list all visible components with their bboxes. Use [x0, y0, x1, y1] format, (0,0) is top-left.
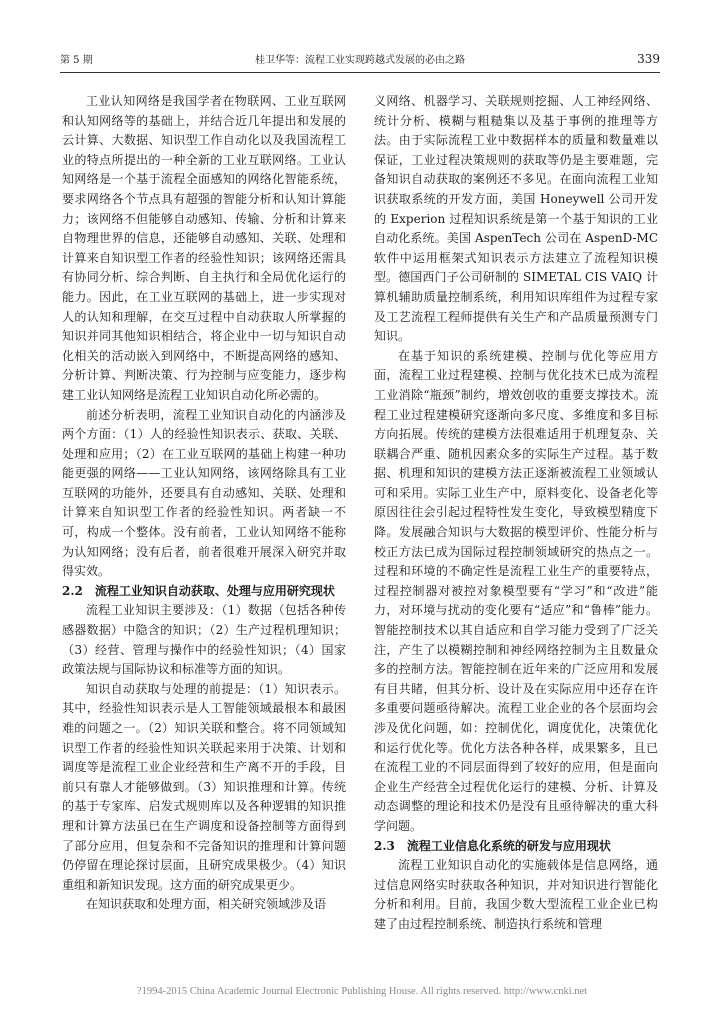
paragraph-acquisition-continued: 义网络、机器学习、关联规则挖掘、人工神经网络、统计分析、模糊与粗糙集以及基于事例的推理等方法。由于实际流程工业中数据样本的质量和数量难以保证，工业过程决策规则的获取等仍是主要难题，完备知识自动获取的案例还不多见。在面向流程工业知识获取系统的开发方面，美国 Honeywell 公司开发的 Experion 过程知识系统是第一个基于知识的工业自动化系统。美国 AspenTech 公司在 AspenD-MC 软件中运用框架式知识表示方法建立了流程知识模型。德国西门子公司研制的 SIMETAL CIS VAIQ 计算机辅助质量控制系统，利用知识库组件为过程专家及工艺流程工程师提供有关生产和产品质量预测专门知识。 [374, 94, 658, 344]
paragraph-knowledge-types: 流程工业知识主要涉及：（1）数据（包括各种传感器数据）中隐含的知识；（2）生产过程机理知识；（3）经营、管理与操作中的经验性知识；（4）国家政策法规与国际协议和标准等方面的知识。 [62, 603, 346, 677]
running-title: 桂卫华等：流程工业实现跨越式发展的必由之路 [255, 55, 465, 66]
copyright-footer: ?1994-2015 China Academic Journal Electronic Publishing House. All rights reserved. http://www.cnki.net [136, 986, 588, 997]
section-heading-2-2: 2.2 流程工业知识自动获取、处理与应用研究现状 [62, 583, 335, 598]
section-heading-2-3: 2.3 流程工业信息化系统的研发与应用现状 [374, 838, 611, 853]
paragraph-modeling-control: 在基于知识的系统建模、控制与优化等应用方面，流程工业过程建模、控制与优化技术已成为流程工业消除“瓶颈”制约，增效创收的重要支撑技术。流程工业过程建模研究逐渐向多尺度、多维度和多目标方向拓展。传统的建模方法很难适用于机理复杂、关联耦合严重、随机因素众多的实际生产过程。基于数据、机理和知识的建模方法正逐渐被流程工业领域认可和采用。实际工业生产中，原料变化、设备老化等原因往往会引起过程特性发生变化，导致模型精度下降。发展融合知识与大数据的模型评价、性能分析与校正方法已成为国际过程控制领域研究的热点之一。过程和环境的不确定性是流程工业生产的重要特点，过程控制器对被控对象模型要有“学习”和“改进”能力，对环境与扰动的变化要有“适应”和“鲁棒”能力。智能控制技术以其自适应和自学习能力受到了广泛关注，产生了以模糊控制和神经网络控制为主且数量众多的控制方法。智能控制在近年来的广泛应用和发展有目共睹，但其分析、设计及在实际应用中还存在许多重要问题亟待解决。流程工业企业的各个层面均会涉及优化问题，如：控制优化，调度优化，决策优化和运行优化等。优化方法各种各样，成果繁多，且已在流程工业的不同层面得到了较好的应用，但是面向企业生产经营全过程优化运行的建模、分析、计算及动态调整的理论和技术仍是没有且亟待解决的重大科学问题。 [374, 348, 658, 833]
running-header [60, 52, 660, 73]
paragraph-knowledge-processing: 知识自动获取与处理的前提是：（1）知识表示。其中，经验性知识表示是人工智能领域最根本和最困难的问题之一。（2）知识关联和整合。将不同领域知识型工作者的经验性知识关联起来用于决策、计划和调度等是流程工业企业经营和生产离不开的手段，目前只有靠人才能够做到。（3）知识推理和计算。传统的基于专家库、启发式规则库以及各种逻辑的知识推理和计算方法虽已在生产调度和设备控制等方面得到了部分应用，但复杂和不完备知识的推理和计算问题仍停留在理论探讨层面，且研究成果极少。（4）知识重组和新知识发现。这方面的研究成果更少。 [62, 681, 346, 892]
paragraph-acquisition: 在知识获取和处理方面，相关研究领域涉及语 [86, 897, 327, 912]
right-column [374, 92, 658, 935]
paragraph-information-systems: 流程工业知识自动化的实施载体是信息网络，通过信息网络实时获取各种知识，并对知识进行智能化分析和利用。目前，我国少数大型流程工业企业已构建了由过程控制系统、制造执行系统和管理 [374, 858, 658, 931]
left-column [62, 92, 346, 915]
paragraph-cognitive-network: 工业认知网络是我国学者在物联网、工业互联网和认知网络等的基础上，并结合近几年提出和发展的云计算、大数据、知识型工作自动化以及我国流程工业的特点所提出的一种全新的工业互联网络。工业认知网络是一个基于流程全面感知的网络化智能系统，要求网络各个节点具有超强的智能分析和认知计算能力；该网络不但能够自动感知、传输、分析和计算来自物理世界的信息，还能够自动感知、关联、处理和计算来自知识型工作者的经验性知识；该网络还需具有协同分析、综合判断、自主执行和全局优化运行的能力。因此，在工业互联网的基础上，进一步实现对人的认知和理解，在交互过程中自动获取人所掌握的知识并同其他知识相结合，将企业中一切与知识自动化相关的活动嵌入到网络中，不断提高网络的感知、分析计算、判断决策、行为控制与应变能力，逐步构建工业认知网络是流程工业知识自动化所必需的。 [62, 94, 346, 402]
issue-label: 第 5 期 [60, 55, 93, 66]
page-number: 339 [637, 52, 660, 66]
paragraph-connotation: 前述分析表明，流程工业知识自动化的内涵涉及两个方面：（1）人的经验性知识表示、获取、关联、处理和应用；（2）在工业互联网的基础上构建一种功能更强的网络——工业认知网络，该网络除具有工业互联网的功能外，还要具有自动感知、关联、处理和计算来自知识型工作者的经验性知识。两者缺一不可，构成一个整体。没有前者，工业认知网络不能称为认知网络；没有后者，前者很难开展深入研究并取得实效。 [62, 407, 346, 579]
